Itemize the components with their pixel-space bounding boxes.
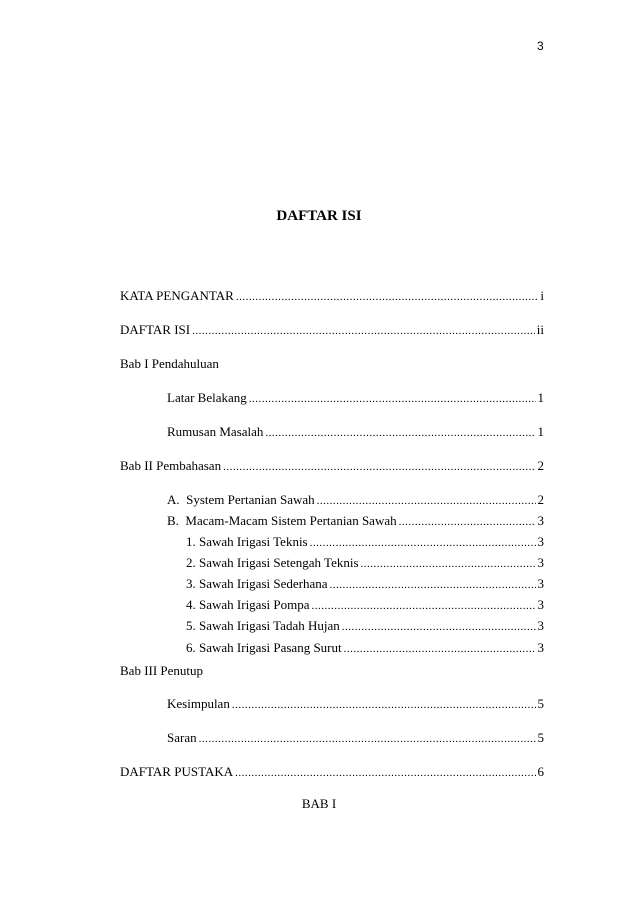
toc-entry: [167, 492, 544, 509]
toc-entry-page: i: [540, 288, 544, 303]
page-number: 3: [537, 39, 544, 53]
toc-leader-dots: [317, 493, 536, 509]
toc-leader-dots: [310, 535, 536, 551]
toc-entry-page: ii: [536, 322, 544, 337]
toc-entry-label: A. System Pertanian Sawah: [167, 492, 315, 507]
toc-leader-dots: [342, 619, 536, 635]
toc-leader-dots: [361, 556, 536, 572]
toc-entry-label: 6. Sawah Irigasi Pasang Surut: [186, 640, 342, 655]
toc-entry-label: 4. Sawah Irigasi Pompa: [186, 597, 310, 612]
toc-entry-page: 3: [537, 618, 544, 633]
toc-leader-dots: [223, 459, 535, 475]
toc-leader-dots: [265, 425, 535, 441]
toc-leader-dots: [235, 765, 535, 781]
toc-entry: [186, 534, 544, 551]
toc-leader-dots: [249, 391, 536, 407]
toc-chapter-heading: Bab III Penutup: [120, 663, 204, 678]
toc-entry: [167, 696, 544, 713]
toc-chapter-heading: Bab I Pendahuluan: [120, 356, 219, 371]
toc-entry: [120, 288, 544, 305]
toc-entry-page: 3: [537, 513, 544, 528]
toc-entry-label: DAFTAR ISI: [120, 322, 191, 337]
toc-entry: [167, 513, 544, 530]
toc-leader-dots: [192, 323, 535, 339]
toc-entry-page: 3: [537, 597, 544, 612]
toc-entry-label: Bab II Pembahasan: [120, 458, 222, 473]
toc-entry-page: 1: [537, 424, 544, 439]
toc-entry: [186, 618, 544, 635]
toc-entry-page: 6: [537, 764, 544, 779]
toc-entry-label: 2. Sawah Irigasi Setengah Teknis: [186, 555, 359, 570]
toc-leader-dots: [311, 598, 535, 614]
toc-entry-label: KATA PENGANTAR: [120, 288, 234, 303]
toc-entry: [186, 597, 544, 614]
toc-leader-dots: [232, 697, 536, 713]
toc-entry-label: Rumusan Masalah: [167, 424, 264, 439]
toc-entry: [167, 424, 544, 441]
toc-entry-label: Saran: [167, 730, 197, 745]
toc-entry-label: 5. Sawah Irigasi Tadah Hujan: [186, 618, 340, 633]
toc-leader-dots: [344, 641, 536, 657]
toc-leader-dots: [399, 514, 536, 530]
toc-leader-dots: [199, 731, 536, 747]
toc-entry-page: 2: [537, 458, 544, 473]
toc-entry: [120, 322, 544, 339]
toc-entry-page: 5: [537, 696, 544, 711]
page-title: DAFTAR ISI: [276, 208, 362, 224]
toc-entry-label: Kesimpulan: [167, 696, 230, 711]
toc-leader-dots: [236, 289, 539, 305]
toc-entry-page: 1: [537, 390, 544, 405]
toc-entry-page: 3: [537, 640, 544, 655]
toc-entry-label: B. Macam-Macam Sistem Pertanian Sawah: [167, 513, 397, 528]
toc-entry: [120, 764, 544, 781]
toc-entry: [167, 390, 544, 407]
toc-entry: [186, 555, 544, 572]
toc-entry: [167, 730, 544, 747]
toc-entry: [186, 576, 544, 593]
toc-entry-page: 3: [537, 576, 544, 591]
toc-entry-page: 3: [537, 555, 544, 570]
toc-entry-label: 3. Sawah Irigasi Sederhana: [186, 576, 328, 591]
toc-entry: [186, 640, 544, 657]
toc-entry-label: Latar Belakang: [167, 390, 247, 405]
toc-leader-dots: [330, 577, 536, 593]
toc-entry-page: 5: [537, 730, 544, 745]
chapter-heading-next: BAB I: [301, 796, 337, 811]
toc-entry-label: 1. Sawah Irigasi Teknis: [186, 534, 308, 549]
toc-entry-label: DAFTAR PUSTAKA: [120, 764, 234, 779]
toc-entry-page: 2: [537, 492, 544, 507]
toc-entry: [120, 458, 544, 475]
toc-entry-page: 3: [537, 534, 544, 549]
